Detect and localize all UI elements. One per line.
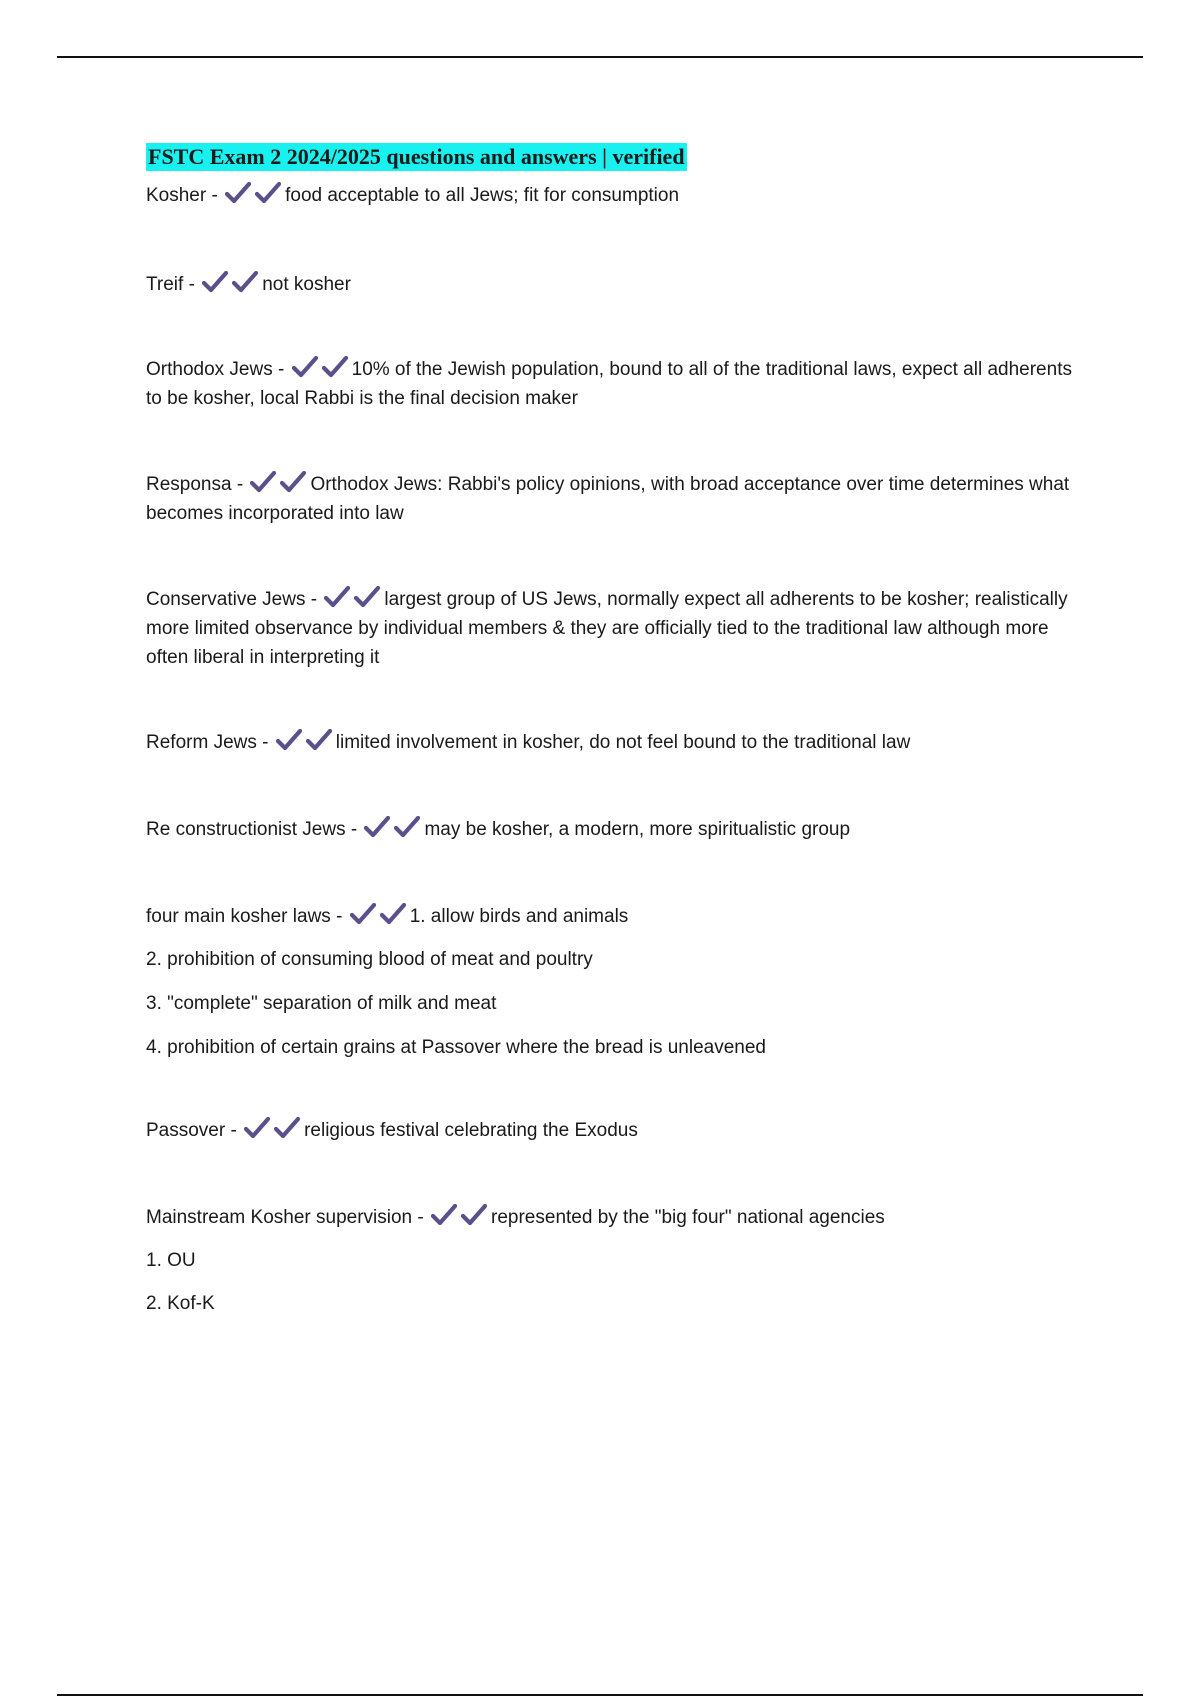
entry-term: Orthodox Jews [146, 359, 273, 380]
entry [146, 585, 1076, 672]
checkmark-icon [394, 816, 420, 838]
entry-separator: - [278, 359, 290, 380]
entry-separator: - [310, 589, 323, 610]
checkmark-icon [350, 903, 376, 925]
verified-checks [292, 356, 348, 378]
entry-term: Kosher [146, 185, 207, 206]
entry-sub-item: 2. Kof-K [146, 1293, 215, 1314]
bottom-rule [57, 1694, 1143, 1696]
entry-term: four main kosher laws [146, 906, 331, 927]
checkmark-icon [280, 471, 306, 493]
entry-definition: food acceptable to all Jews; fit for consumption [285, 185, 680, 206]
entry-sub-item: 3. "complete" separation of milk and meat [146, 993, 497, 1014]
checkmark-icon [431, 1204, 457, 1226]
entry-separator: - [236, 474, 249, 495]
entry-separator: - [211, 185, 224, 206]
entry-sub-item: 1. OU [146, 1250, 196, 1271]
checkmark-icon [244, 1117, 270, 1139]
entry [146, 470, 1076, 528]
entry-definition: not kosher [262, 274, 351, 295]
entry [146, 902, 1076, 931]
verified-checks [324, 586, 380, 608]
entry-separator: - [230, 1120, 243, 1141]
entry-term: Responsa [146, 474, 232, 495]
entry-definition: largest group of US Jews, normally expect all adherents to be kosher; realistically more limited observance by individual members & they are officially tied to the traditional law although more often liberal in interpreting it [146, 589, 1068, 668]
checkmark-icon [274, 1117, 300, 1139]
entry [146, 270, 1076, 299]
entry-term: Treif [146, 274, 184, 295]
checkmark-icon [380, 903, 406, 925]
verified-checks [431, 1204, 487, 1226]
checkmark-icon [322, 356, 348, 378]
entry-definition: may be kosher, a modern, more spiritualistic group [424, 819, 851, 840]
verified-checks [350, 903, 406, 925]
entry [146, 355, 1076, 413]
entry [146, 181, 1076, 210]
entry [146, 728, 1076, 757]
entry-term: Re constructionist Jews [146, 819, 346, 840]
checkmark-icon [255, 182, 281, 204]
checkmark-icon [292, 356, 318, 378]
verified-checks [364, 816, 420, 838]
verified-checks [225, 182, 281, 204]
checkmark-icon [354, 586, 380, 608]
entry-definition: Orthodox Jews: Rabbi's policy opinions, with broad acceptance over time determines what becomes incorporated into law [146, 474, 1070, 524]
entry-definition: 1. allow birds and animals [409, 906, 629, 927]
checkmark-icon [225, 182, 251, 204]
checkmark-icon [250, 471, 276, 493]
document-title: FSTC Exam 2 2024/2025 questions and answers | verified [148, 144, 685, 169]
checkmark-icon [276, 729, 302, 751]
entry-separator: - [350, 819, 363, 840]
entry-sub-item: 4. prohibition of certain grains at Passover where the bread is unleavened [146, 1037, 766, 1058]
entry [146, 1116, 1076, 1145]
entry-definition: religious festival celebrating the Exodus [304, 1120, 638, 1141]
checkmark-icon [364, 816, 390, 838]
entry [146, 1203, 1076, 1232]
entry-term: Reform Jews [146, 732, 257, 753]
checkmark-icon [461, 1204, 487, 1226]
entry-separator: - [188, 274, 201, 295]
verified-checks [202, 271, 258, 293]
document-body [146, 143, 1106, 1314]
entry-separator: - [262, 732, 274, 753]
entry-separator: - [336, 906, 348, 927]
entry-definition: represented by the "big four" national agencies [491, 1207, 885, 1228]
entry-term: Conservative Jews [146, 589, 306, 610]
checkmark-icon [232, 271, 258, 293]
checkmark-icon [324, 586, 350, 608]
verified-checks [244, 1117, 300, 1139]
entry-sub-item: 2. prohibition of consuming blood of meat and poultry [146, 949, 593, 970]
checkmark-icon [306, 729, 332, 751]
entry-definition: 10% of the Jewish population, bound to all of the traditional laws, expect all adherents to be kosher, local Rabbi is the final decision maker [146, 359, 1072, 409]
checkmark-icon [202, 271, 228, 293]
top-rule [57, 56, 1143, 58]
verified-checks [250, 471, 306, 493]
entry-separator: - [417, 1207, 430, 1228]
verified-checks [276, 729, 332, 751]
entry-definition: limited involvement in kosher, do not feel bound to the traditional law [335, 732, 911, 753]
entry [146, 815, 1076, 844]
entry-term: Passover [146, 1120, 226, 1141]
entry-term: Mainstream Kosher supervision [146, 1207, 413, 1228]
